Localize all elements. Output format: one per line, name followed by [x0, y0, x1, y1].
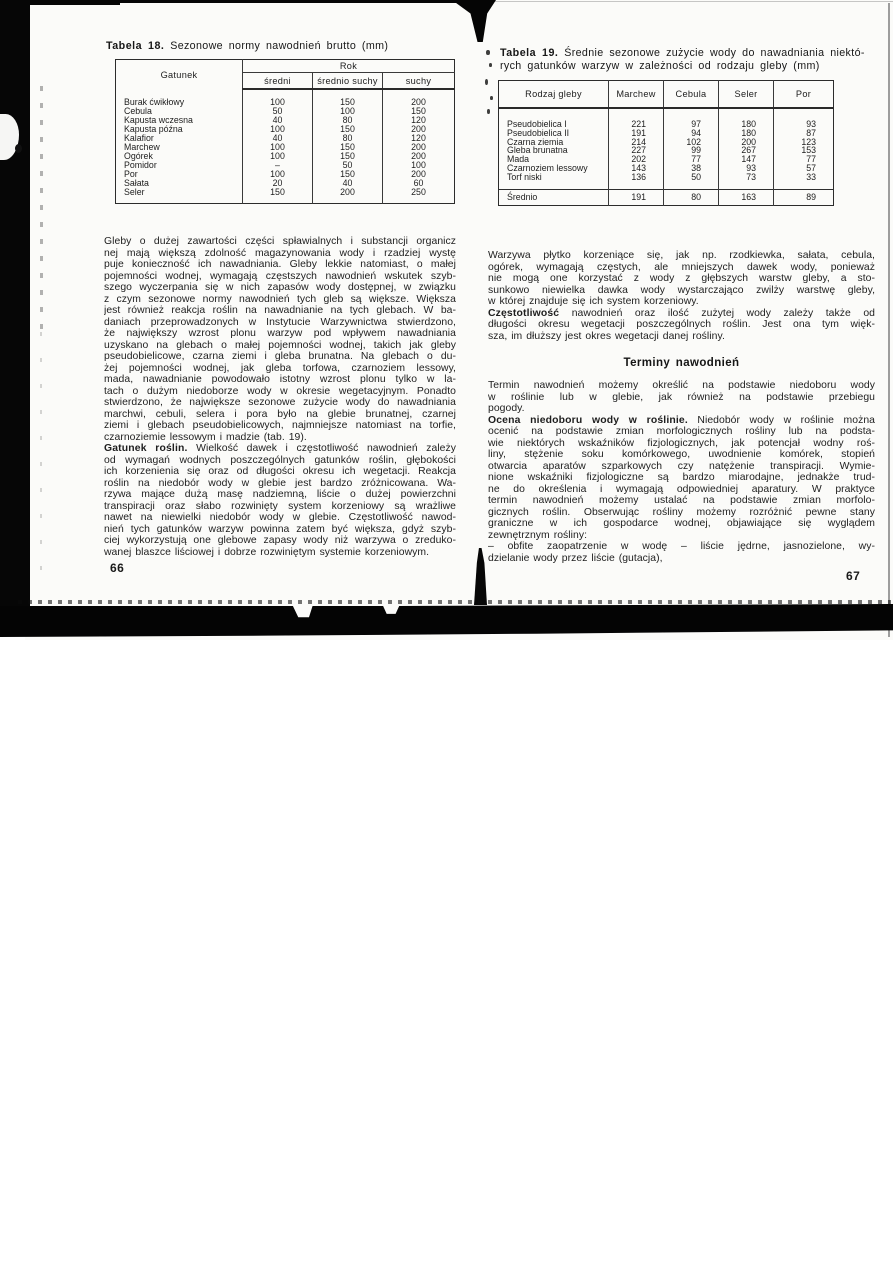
row-value: 33 — [774, 173, 834, 189]
row-label: Pomidor — [116, 161, 243, 170]
row-label: Kapusta późna — [116, 125, 243, 134]
text-line: gicznych roślin. Obserwując rośliny możemy rozróżnić pewne stany — [488, 506, 875, 518]
text-line: długości okresu wegetacji poszczególnych roślin. Jest ona tym więk- — [488, 319, 875, 330]
row-label: Cebula — [116, 107, 243, 116]
text-line: sunkowo niewielka dawka wody wystarczająco zwilży warstwę gleby, — [488, 284, 875, 296]
row-value: 40 — [313, 179, 383, 188]
row-value: 80 — [313, 116, 383, 125]
row-label: Pseudobielica I — [499, 108, 609, 129]
spine-speck — [485, 79, 488, 85]
text-line: ziemi i glebach pseudobielicowych, najmniejsze natomiast na torfie, — [104, 420, 456, 431]
table-19-caption-label: Tabela 19. — [500, 47, 559, 59]
text-line: ciej wykorzystują one glebowe zapasy wody niż warzywa o zreduko- — [104, 535, 456, 546]
row-value: 150 — [313, 170, 383, 179]
text-line: Ocena niedoboru wody w roślinie. Niedobór wody w roślinie można — [488, 414, 875, 426]
row-value: 267 — [719, 146, 774, 155]
row-value: 180 — [719, 108, 774, 129]
row-value: 93 — [774, 108, 834, 129]
row-value: 163 — [719, 189, 774, 205]
text-line: ocenić na podstawie zmian morfologicznych rośliny lub na podsta- — [488, 426, 875, 437]
row-value: 150 — [313, 152, 383, 161]
left-page-text — [104, 236, 456, 558]
row-value: 94 — [664, 129, 719, 138]
table-19-body — [499, 108, 834, 189]
right-page-text — [488, 250, 875, 564]
column-header-gatunek: Gatunek — [116, 60, 243, 90]
spine-speck — [486, 50, 490, 55]
row-value: 150 — [383, 107, 455, 116]
text-line: nione wskaźniki fizjologiczne są bardzo miarodajne, jednakże trud- — [488, 472, 875, 483]
row-value: 102 — [664, 138, 719, 147]
table-row — [116, 161, 455, 170]
row-value: 100 — [313, 107, 383, 116]
row-label: Seler — [116, 188, 243, 204]
row-value: 191 — [609, 189, 664, 205]
row-label: Mada — [499, 155, 609, 164]
scan-top-hairline — [458, 1, 893, 2]
text-line: stwierdzono, że największe sezonowe zużycie wody do nawadniania — [104, 397, 456, 408]
column-header-seler: Seler — [719, 81, 774, 109]
row-value: 120 — [383, 116, 455, 125]
column-header-por: Por — [774, 81, 834, 109]
scan-left-black-bar — [0, 0, 30, 618]
scan-ink-dot — [15, 144, 22, 153]
row-label: Ogórek — [116, 152, 243, 161]
section-heading: Terminy nawodnień — [623, 357, 740, 369]
row-value: 80 — [664, 189, 719, 205]
text-line: pseudobielicowe, czarna ziemi i gleba brunatna. Na glebach o du- — [104, 351, 456, 362]
row-value: 100 — [270, 151, 285, 161]
row-value: 150 — [270, 187, 285, 197]
row-label: Sałata — [116, 179, 243, 188]
scan-band-fringe — [18, 600, 891, 604]
row-value: 200 — [383, 170, 455, 179]
row-value: 221 — [631, 119, 646, 129]
row-value: 200 — [383, 143, 455, 152]
spine-speck — [487, 109, 490, 114]
text-line: czarnoziemie lessowym i madzie (tab. 19). — [104, 431, 307, 443]
text-line: ne do określenia i wymagają odpowiedniej aparatury. W praktyce — [488, 483, 875, 495]
row-value: 77 — [664, 155, 719, 164]
table-row — [499, 173, 834, 189]
text-line: nej mają większą zdolność magazynowania wody i rzadziej wystę — [104, 247, 456, 259]
table-row — [116, 152, 455, 161]
text-line: tach o dużym niedoborze wody w okresie wegetacyjnym. Ponadto — [104, 385, 456, 397]
text-line: pogody. — [488, 403, 525, 414]
text-line: Gleby o dużej zawartości części spławialnych i substancji organicz — [104, 236, 456, 247]
table-18-caption-label: Tabela 18. — [106, 40, 165, 52]
text-line: puje konieczność ich nawadniania. Gleby lekkie natomiast, o małej — [104, 259, 456, 270]
text-line: roślin na niedobór wody w glebie jest bardzo zróżnicowana. Wa- — [104, 477, 456, 489]
row-value: 200 — [719, 138, 774, 147]
paragraph — [488, 380, 875, 415]
text-line: nawet na niewielki niedobór wody w glebie. Częstotliwość nawod- — [104, 512, 456, 523]
table-row — [116, 170, 455, 179]
row-value: 100 — [270, 97, 285, 107]
row-value: 227 — [631, 145, 646, 156]
row-label: Średnio — [499, 189, 609, 205]
text-line: termin nawodnień możemy ustalać na podstawie zmian morfolo- — [488, 495, 875, 506]
table-18-caption-text: Sezonowe normy nawodnień brutto (mm) — [170, 40, 389, 52]
table-18-body — [116, 89, 455, 204]
text-line: od wymagań wodnych poszczególnych gatunków roślin, głębokości — [104, 454, 456, 466]
text-line: nie mogą one korzystać z wody z głębszych warstw gleby, a sto- — [488, 273, 875, 284]
table-row — [116, 179, 455, 188]
row-value: 100 — [270, 124, 285, 134]
row-label: Torf niski — [499, 173, 609, 189]
row-value: 250 — [383, 188, 455, 204]
table-18 — [115, 59, 455, 204]
row-value: 100 — [270, 169, 285, 179]
page-number-left: 66 — [110, 561, 125, 575]
text-line: ich korzenienia się oraz od długości okresu ich wegetacji. Reakcja — [104, 466, 456, 477]
table-row — [116, 125, 455, 134]
row-value: – — [275, 160, 280, 170]
text-line: wie niektórych wskaźników fizjologicznych, jak potencjał wodny roś- — [488, 437, 875, 449]
text-line: sza, im dłuższy jest okres wegetacji danej rośliny. — [488, 330, 725, 342]
paragraph — [488, 415, 875, 542]
column-header-srednio-suchy: średnio suchy — [313, 73, 383, 90]
row-value: 180 — [719, 129, 774, 138]
text-line: Warzywa płytko korzeniące się, jak np. rzodkiewka, sałata, cebula, — [488, 250, 875, 261]
table-19-footer-row — [499, 189, 834, 205]
text-line: transpiracji oraz słabo rozwinięty system korzeniowy są wrażliwe — [104, 500, 456, 512]
row-label: Kalafior — [116, 134, 243, 143]
row-value: 147 — [719, 155, 774, 164]
text-line: w której znajduje się ich system korzeniowy. — [488, 296, 699, 307]
table-row — [116, 89, 455, 107]
row-value: 87 — [774, 129, 834, 138]
row-value: 200 — [383, 152, 455, 161]
row-value: 214 — [631, 136, 646, 147]
row-label: Pseudobielica II — [499, 129, 609, 138]
row-label: Czarna ziemia — [499, 138, 609, 147]
text-line: daniach przeprowadzonych w Instytucie Warzywnictwa stwierdzono, — [104, 316, 456, 328]
column-header-sredni: średni — [243, 73, 313, 90]
text-line: mada, nawadnianie powodowało istotny wzrost plonu tylko w la- — [104, 374, 456, 385]
row-value: 100 — [270, 142, 285, 152]
text-line: rzywa mające dużą masę nadziemną, liście o dużej powierzchni — [104, 489, 456, 500]
table-19-caption-text1: Średnie sezonowe zużycie wody do nawadniania niektó- — [564, 47, 865, 59]
text-line: żej pojemności wodnej, jak gleba torfowa, czarnoziem lessowy, — [104, 362, 456, 374]
row-label: Burak ćwikłowy — [116, 89, 243, 107]
table-row — [499, 146, 834, 155]
row-label: Kapusta wczesna — [116, 116, 243, 125]
table-19-caption-line1 — [500, 47, 865, 60]
paragraph — [488, 250, 875, 308]
table-row — [116, 134, 455, 143]
row-value: 150 — [313, 89, 383, 107]
column-header-marchew: Marchew — [609, 81, 664, 109]
paragraph — [488, 541, 875, 564]
row-value: 99 — [664, 146, 719, 155]
row-value: 150 — [313, 125, 383, 134]
row-value: 60 — [383, 179, 455, 188]
table-19-caption — [500, 47, 865, 73]
row-value: 50 — [272, 106, 283, 116]
row-label: Czarnoziem lessowy — [499, 164, 609, 173]
row-value: 153 — [774, 146, 834, 155]
text-line: ogórek, wymagają częstych, ale mniejszych dawek wody, ponieważ — [488, 261, 875, 273]
column-group-header-rok: Rok — [243, 60, 455, 73]
row-value: 191 — [631, 127, 646, 138]
row-value: 143 — [631, 162, 646, 173]
table-18-caption — [106, 40, 388, 52]
table-row — [116, 143, 455, 152]
page-gutter-line — [40, 86, 43, 330]
row-value: 93 — [719, 164, 774, 173]
text-line: Częstotliwość nawodnień oraz ilość zużytej wody zależy także od — [488, 307, 875, 319]
scan-top-black-line — [24, 0, 458, 3]
paragraph — [104, 443, 456, 558]
row-value: 120 — [383, 134, 455, 143]
column-header-cebula: Cebula — [664, 81, 719, 109]
row-value: 40 — [272, 115, 283, 125]
row-label: Marchew — [116, 143, 243, 152]
text-line: że największy wzrost plonu warzyw pod wpływem nawadniania — [104, 328, 456, 339]
table-row — [499, 164, 834, 173]
text-line: szego wyczerpania się w nich zapasów wody dostępnej, w związku — [104, 282, 456, 293]
page-gutter-line-lower — [40, 332, 42, 570]
text-line: uzyskano na glebach o małej pojemności wodnej, takich jak gleby — [104, 339, 456, 351]
text-line: zewnętrznym rośliny: — [488, 529, 588, 541]
column-header-suchy: suchy — [383, 73, 455, 90]
row-value: 97 — [664, 108, 719, 129]
paragraph — [104, 236, 456, 443]
text-line: liny, stężenie soku komórkowego, uwodnienie komórek, stopień — [488, 449, 875, 460]
text-line: jest również reakcja roślin na nawadnianie na tych glebach. W ba- — [104, 305, 456, 316]
row-value: 38 — [664, 164, 719, 173]
row-value: 73 — [719, 173, 774, 189]
text-line: otwarcia aparatów szparkowych czy natężenie transpiracji. Wymie- — [488, 460, 875, 472]
row-value: 20 — [272, 178, 283, 188]
row-value: 77 — [774, 155, 834, 164]
text-line: pojemności wodnej, wymagają częstszych nawodnień wskutek szyb- — [104, 270, 456, 282]
text-line: graniczne w ich gospodarce wodnej, objawiające się wyglądem — [488, 518, 875, 529]
row-value: 202 — [631, 154, 646, 165]
row-value: 100 — [383, 161, 455, 170]
page-number-right: 67 — [846, 569, 861, 583]
page-edge-line — [888, 3, 890, 637]
row-value: 123 — [774, 138, 834, 147]
column-header-rodzaj-gleby: Rodzaj gleby — [499, 81, 609, 109]
text-line: Gatunek roślin. Wielkość dawek i częstotliwość nawodnień zależy — [104, 443, 456, 454]
row-label: Por — [116, 170, 243, 179]
row-value: 50 — [313, 161, 383, 170]
text-line: w roślinie lub w glebie, jak również na podstawie przebiegu — [488, 391, 875, 403]
paragraph — [488, 308, 875, 343]
text-line: z czym sezonowe normy nawodnień tych gleb są większe. Większa — [104, 293, 456, 305]
spine-speck — [489, 63, 492, 67]
table-row — [499, 108, 834, 129]
table-19-caption-line2: rych gatunków warzyw w zależności od rodzaju gleby (mm) — [500, 59, 820, 72]
row-value: 50 — [664, 173, 719, 189]
text-line: dzielanie wody przez liście (gutacja), — [488, 552, 663, 564]
table-row — [116, 188, 455, 204]
row-value: 200 — [313, 188, 383, 204]
text-line: wanej blaszce liściowej i dobrze rozwiniętym systemie korzeniowym. — [104, 546, 430, 558]
row-value: 136 — [631, 171, 646, 182]
row-value: 80 — [313, 134, 383, 143]
row-label: Gleba brunatna — [499, 146, 609, 155]
row-value: 89 — [774, 189, 834, 205]
table-19 — [498, 80, 834, 206]
row-value: 200 — [383, 125, 455, 134]
row-value: 57 — [774, 164, 834, 173]
text-line: nień tych gatunków warzyw powinna zatem być większa, gdyż szyb- — [104, 523, 456, 535]
text-line: Termin nawodnień możemy określić na podstawie niedoboru wody — [488, 380, 875, 391]
text-line: – obfite zaopatrzenie w wodę – liście jędrne, jasnozielone, wy- — [488, 541, 875, 552]
row-value: 40 — [272, 133, 283, 143]
row-value: 200 — [383, 89, 455, 107]
spine-speck — [490, 96, 493, 100]
row-value: 150 — [313, 143, 383, 152]
text-line: marchwi, cebuli, selera i pora było na glebie brunatnej, czarnej — [104, 408, 456, 420]
